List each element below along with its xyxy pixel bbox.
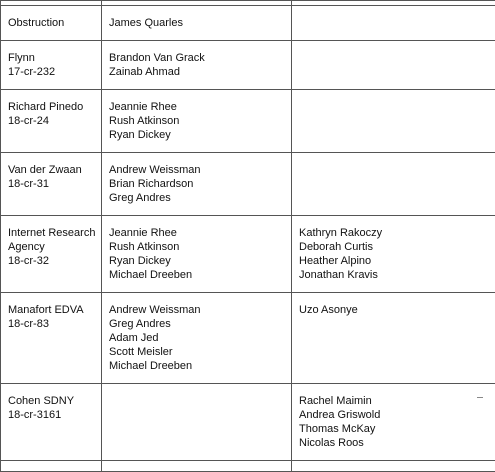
prosecutor-name: James Quarles (109, 16, 286, 30)
other-attorney-name: Thomas McKay (299, 422, 490, 436)
case-line: 17-cr-232 (8, 65, 96, 79)
prosecutors-cell (102, 384, 292, 461)
table-row (1, 293, 495, 384)
table-row (1, 90, 495, 153)
case-cell (1, 90, 102, 153)
other-attorney-name: Kathryn Rakoczy (299, 226, 490, 240)
table-partial-row (1, 461, 495, 472)
other-attorneys-cell (292, 293, 495, 384)
prosecutor-name: Andrew Weissman (109, 163, 286, 177)
other-attorneys-cell (292, 41, 495, 90)
prosecutor-name: Ryan Dickey (109, 254, 286, 268)
case-line: Agency (8, 240, 96, 254)
prosecutor-name: Scott Meisler (109, 345, 286, 359)
prosecutors-cell (102, 153, 292, 216)
table-row (1, 384, 495, 461)
prosecutors-cell (102, 6, 292, 41)
prosecutor-name: Ryan Dickey (109, 128, 286, 142)
prosecutor-name: Greg Andres (109, 317, 286, 331)
case-cell (1, 216, 102, 293)
prosecutor-name: Jeannie Rhee (109, 226, 286, 240)
other-attorney-name: Uzo Asonye (299, 303, 490, 317)
other-attorneys-cell (292, 6, 495, 41)
case-cell (1, 384, 102, 461)
other-attorneys-cell (292, 216, 495, 293)
prosecutors-cell (102, 41, 292, 90)
case-cell (1, 41, 102, 90)
prosecutor-name: Brian Richardson (109, 177, 286, 191)
other-attorney-name: Nicolas Roos (299, 436, 490, 450)
case-line: 18-cr-31 (8, 177, 96, 191)
table-row (1, 216, 495, 293)
prosecutor-name: Greg Andres (109, 191, 286, 205)
case-cell (1, 6, 102, 41)
prosecutor-name: Brandon Van Grack (109, 51, 286, 65)
other-attorney-name: Deborah Curtis (299, 240, 490, 254)
case-line: Van der Zwaan (8, 163, 96, 177)
prosecutors-cell (102, 293, 292, 384)
case-cell (1, 293, 102, 384)
prosecutor-name: Michael Dreeben (109, 359, 286, 373)
case-line: 18-cr-24 (8, 114, 96, 128)
prosecutors-cell (102, 90, 292, 153)
case-line: 18-cr-32 (8, 254, 96, 268)
prosecutors-cell (102, 216, 292, 293)
case-line: Flynn (8, 51, 96, 65)
other-attorneys-cell (292, 153, 495, 216)
prosecutor-name: Michael Dreeben (109, 268, 286, 282)
prosecutor-name: Rush Atkinson (109, 240, 286, 254)
case-line: Cohen SDNY (8, 394, 96, 408)
other-attorney-name: Rachel Maimin (299, 394, 490, 408)
other-attorney-name: Heather Alpino (299, 254, 490, 268)
table-row (1, 41, 495, 90)
case-line: Internet Research (8, 226, 96, 240)
case-line: 18-cr-3161 (8, 408, 96, 422)
prosecutor-name: Andrew Weissman (109, 303, 286, 317)
prosecutor-name: Rush Atkinson (109, 114, 286, 128)
other-attorneys-cell (292, 384, 495, 461)
case-line: 18-cr-83 (8, 317, 96, 331)
case-cell (1, 153, 102, 216)
prosecutor-name: Adam Jed (109, 331, 286, 345)
case-line: Richard Pinedo (8, 100, 96, 114)
case-line: Manafort EDVA (8, 303, 96, 317)
prosecutor-name: Jeannie Rhee (109, 100, 286, 114)
prosecutor-name: Zainab Ahmad (109, 65, 286, 79)
table-row (1, 6, 495, 41)
other-attorney-name: Jonathan Kravis (299, 268, 490, 282)
other-attorney-name: Andrea Griswold (299, 408, 490, 422)
other-attorneys-cell (292, 90, 495, 153)
table-row (1, 153, 495, 216)
case-line: Obstruction (8, 16, 96, 30)
page-edge-mark (477, 397, 483, 398)
